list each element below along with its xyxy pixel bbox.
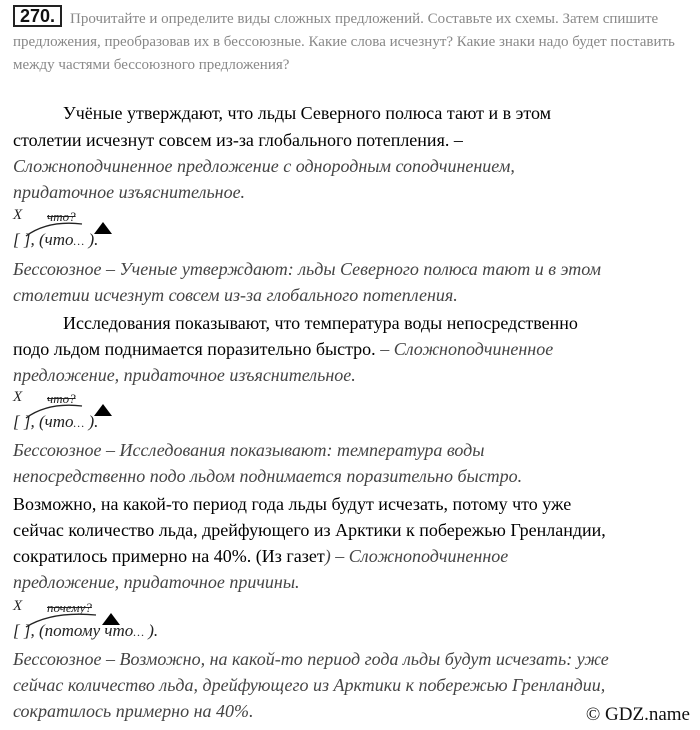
s1-line2: столетии исчезнут совсем из-за глобального потепления. –: [13, 130, 463, 150]
s3-bes-line3: сократилось примерно на 40%.: [13, 701, 254, 721]
copyright: © GDZ.name: [585, 704, 690, 725]
s3-line2: сейчас количество льда, дрейфующего из Арктики к побережью Гренландии,: [13, 520, 606, 540]
s3-type-line2: предложение, придаточное причины.: [13, 572, 300, 592]
s2-scheme: [ ], (что… ).: [13, 412, 99, 431]
s2-bes-line2: непосредственно подо льдом поднимается поразительно быстро.: [13, 466, 523, 486]
s2-question-word: что?: [47, 391, 76, 406]
s1-type-line2: придаточное изъяснительное.: [13, 182, 246, 202]
task-text: Прочитайте и определите виды сложных предложений. Составьте их схемы. Затем спишите предложения, преобразовав их в бессоюзные. Какие слова исчезнут? Какие знаки надо будет поставить между частями бессоюзного предложения?: [13, 11, 675, 73]
s1-scheme: [ ], (что… ).: [13, 230, 99, 249]
s1-question-word: что?: [47, 209, 76, 224]
s3-bes-line1: Бессоюзное – Возможно, на какой-то период года льды будут исчезать: уже: [13, 649, 609, 669]
s2-line2: подо льдом поднимается поразительно быстро. – Сложноподчиненное: [13, 339, 554, 359]
s3-scheme: [ ], (потому что… ).: [13, 621, 159, 640]
s1-scheme-x: X: [13, 207, 23, 223]
s3-bes-line2: сейчас количество льда, дрейфующего из Арктики к побережью Гренландии,: [13, 675, 606, 695]
s3-line1: Возможно, на какой-то период года льды будут исчезать, потому что уже: [13, 494, 572, 514]
s2-line1: Исследования показывают, что температура воды непосредственно: [63, 313, 578, 333]
s1-bes-line2: столетии исчезнут совсем из-за глобального потепления.: [13, 285, 458, 305]
s3-question-word: почему?: [47, 600, 92, 615]
s2-bes-line1: Бессоюзное – Исследования показывают: температура воды: [13, 440, 485, 460]
s1-type-line1: Сложноподчиненное предложение с однородным соподчинением,: [13, 156, 515, 176]
s1-bes-line1: Бессоюзное – Ученые утверждают: льды Северного полюса тают и в этом: [13, 259, 602, 279]
s3-line3: сократилось примерно на 40%. (Из газет) – Сложноподчиненное: [13, 546, 509, 566]
s3-scheme-x: X: [13, 598, 23, 614]
s1-line1: Учёные утверждают, что льды Северного полюса тают и в этом: [63, 103, 552, 123]
s2-scheme-x: X: [13, 389, 23, 405]
s2-type-line2: предложение, придаточное изъяснительное.: [13, 365, 356, 385]
task-number: 270.: [13, 5, 62, 27]
